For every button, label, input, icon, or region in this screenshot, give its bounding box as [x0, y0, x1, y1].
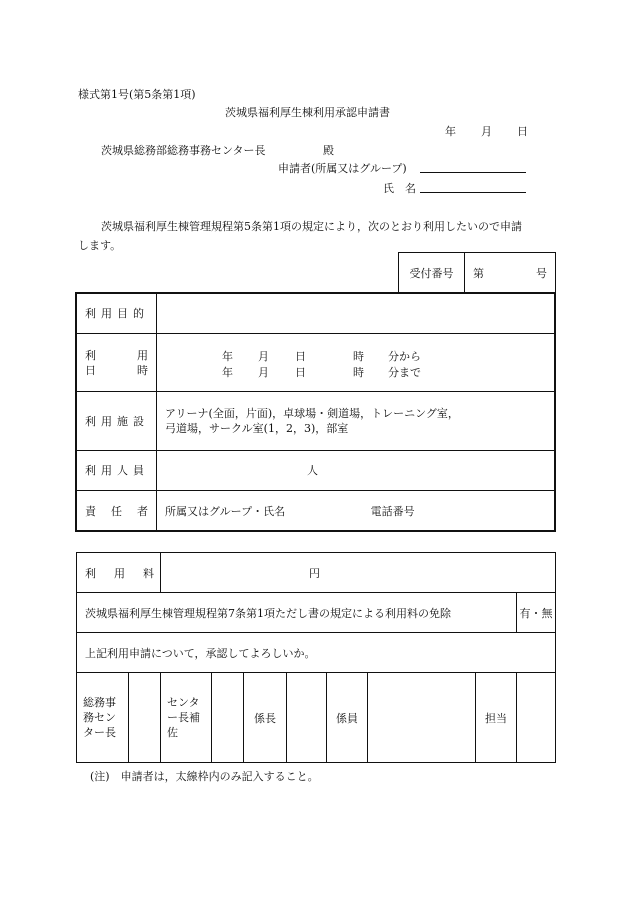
datetime-label	[76, 333, 157, 391]
approver-assistant-label	[161, 673, 212, 763]
from-hour: 時	[353, 349, 364, 363]
people-field[interactable]	[157, 450, 556, 490]
receipt-label: 受付番号	[399, 253, 465, 294]
approver-director-line-1: 総務事	[83, 696, 116, 709]
fee-label-1: 利	[85, 566, 96, 580]
people-label: 利用人員	[76, 450, 157, 490]
approvers-row	[77, 673, 556, 763]
datetime-label-tl: 利	[85, 348, 96, 362]
document-title: 茨城県福利厚生棟利用承認申請書	[225, 106, 390, 119]
form-number: 様式第1号(第5条第1項)	[78, 88, 196, 101]
approver-director-line-2: 務セン	[83, 711, 116, 724]
from-minute: 分から	[388, 349, 421, 363]
facility-options-line-2: 弓道場，サークル室(1，2，3)，部室	[165, 422, 349, 436]
addressee-honorific: 殿	[323, 144, 334, 157]
approver-staff-seal[interactable]	[368, 673, 476, 763]
applicant-name-label: 氏 名	[383, 182, 416, 195]
purpose-field[interactable]	[157, 293, 556, 333]
responsible-field[interactable]	[157, 491, 556, 531]
approver-director-seal[interactable]	[129, 673, 161, 763]
to-hour: 時	[353, 365, 364, 379]
applicant-affiliation-label: 申請者(所属又はグループ)	[278, 162, 407, 175]
addressee-name: 茨城県総務部総務事務センター長	[101, 144, 266, 157]
approver-director-label	[77, 673, 129, 763]
from-year: 年	[222, 349, 233, 363]
datetime-field[interactable]	[157, 333, 556, 391]
approval-text: 上記利用申請について，承認してよろしいか。	[77, 633, 556, 673]
to-month: 月	[258, 365, 269, 379]
responsible-label-2: 任	[111, 504, 122, 518]
date-year-label: 年	[445, 125, 456, 138]
exemption-choice[interactable]: 有・無	[517, 593, 556, 633]
to-day: 日	[295, 365, 306, 379]
intro-line-1: 茨城県福利厚生棟管理規程第5条第1項の規定により，次のとおり利用したいので申請	[101, 220, 522, 233]
responsible-label-3: 者	[137, 504, 148, 518]
applicant-affiliation-field[interactable]	[420, 172, 526, 173]
approval-row	[77, 633, 556, 673]
fee-field[interactable]	[161, 553, 556, 593]
date-month-label: 月	[481, 125, 492, 138]
responsible-label	[76, 491, 157, 531]
approver-chief-seal[interactable]	[287, 673, 327, 763]
fee-row	[77, 553, 556, 593]
people-row	[76, 450, 555, 490]
intro-line-2: します。	[78, 239, 122, 252]
footnote: (注) 申請者は，太線枠内のみ記入すること。	[90, 770, 319, 783]
from-month: 月	[258, 349, 269, 363]
approver-director-line-3: ター長	[83, 726, 116, 739]
facility-field[interactable]	[157, 392, 556, 450]
receipt-table	[398, 252, 556, 294]
responsible-phone-label: 電話番号	[370, 504, 415, 518]
approver-assistant-line-3: 佐	[167, 726, 178, 739]
purpose-label: 利用目的	[76, 293, 157, 333]
responsible-row	[76, 491, 555, 531]
datetime-row	[76, 333, 555, 391]
datetime-label-bl: 日	[85, 363, 96, 377]
facility-options-line-1: アリーナ(全面，片面)，卓球場・剣道場，トレーニング室，	[165, 407, 459, 421]
from-day: 日	[295, 349, 306, 363]
fee-label	[77, 553, 161, 593]
date-day-label: 日	[517, 125, 528, 138]
facility-row	[76, 392, 555, 450]
fee-label-3: 料	[143, 566, 154, 580]
approver-incharge-label: 担当	[476, 673, 517, 763]
fee-label-2: 用	[114, 566, 125, 580]
datetime-label-br: 時	[137, 363, 148, 377]
datetime-label-tr: 用	[137, 348, 148, 362]
responsible-affiliation-label: 所属又はグループ・氏名	[165, 504, 286, 518]
receipt-suffix: 号	[536, 267, 547, 280]
facility-label: 利用施設	[76, 392, 157, 450]
applicant-name-field[interactable]	[420, 192, 526, 193]
people-unit: 人	[307, 464, 318, 478]
office-use-table	[76, 552, 556, 763]
approver-assistant-line-1: センタ	[167, 696, 200, 709]
receipt-number-field[interactable]	[465, 253, 556, 294]
approver-incharge-seal[interactable]	[517, 673, 556, 763]
approver-chief-label: 係長	[244, 673, 287, 763]
purpose-row	[76, 293, 555, 333]
main-application-table	[75, 292, 556, 532]
exemption-text: 茨城県福利厚生棟管理規程第7条第1項ただし書の規定による利用料の免除	[77, 593, 517, 633]
to-year: 年	[222, 365, 233, 379]
exemption-row	[77, 593, 556, 633]
approver-staff-label: 係員	[327, 673, 368, 763]
to-minute: 分まで	[388, 365, 421, 379]
approver-assistant-line-2: ー長補	[167, 711, 200, 724]
responsible-label-1: 責	[85, 504, 96, 518]
fee-unit: 円	[309, 566, 320, 580]
approver-assistant-seal[interactable]	[212, 673, 244, 763]
receipt-prefix: 第	[473, 267, 484, 280]
